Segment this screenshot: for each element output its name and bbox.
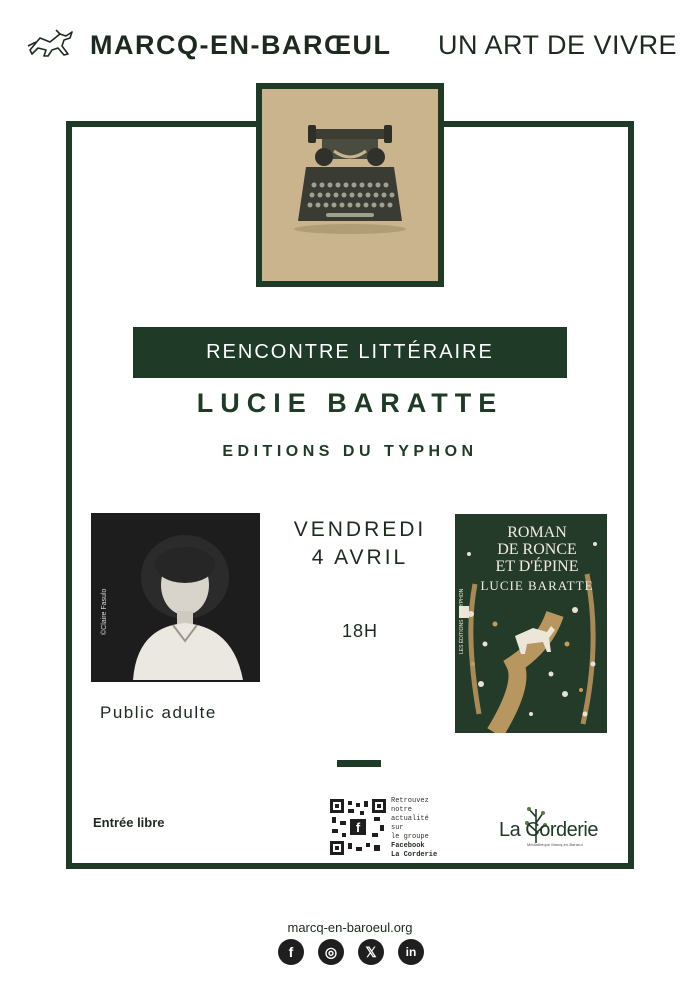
book-author: LUCIE BARATTE: [480, 578, 594, 593]
author-portrait: [91, 513, 260, 682]
qr-code[interactable]: [330, 799, 386, 855]
event-date: [276, 516, 444, 572]
facebook-icon[interactable]: f: [278, 939, 304, 965]
corderie-name: La Corderie: [499, 819, 599, 841]
corderie-subtitle: Médiathèque Marcq-en-Barœul: [527, 842, 583, 847]
svg-text:f: f: [355, 820, 361, 835]
admission-label: Entrée libre: [93, 815, 165, 830]
typewriter-photo: [256, 83, 444, 287]
event-type-band: [133, 327, 567, 378]
linkedin-icon[interactable]: in: [398, 939, 424, 965]
audience-label: Public adulte: [100, 703, 217, 722]
portrait-image: [93, 515, 258, 680]
photo-credit: ©Claire Fasulo: [101, 588, 108, 635]
publisher-name: EDITIONS DU TYPHON: [222, 443, 478, 460]
social-links: [278, 939, 424, 965]
event-day-number: 4 AVRIL: [311, 546, 409, 569]
book-series: LES ÉDITIONS DU TYPHON: [459, 588, 465, 654]
event-time: 18H: [341, 621, 379, 641]
corderie-logo: [497, 803, 615, 853]
website-link[interactable]: marcq-en-baroeul.org: [287, 920, 413, 935]
x-icon[interactable]: 𝕏: [358, 939, 384, 965]
instagram-icon[interactable]: ◎: [318, 939, 344, 965]
town-name: MARCQ-EN-BARŒUL: [90, 30, 392, 60]
town-tagline: UN ART DE VIVRE: [438, 30, 678, 60]
event-day: VENDREDI: [293, 518, 427, 541]
divider: [337, 760, 381, 767]
author-name: LUCIE BARATTE: [196, 388, 504, 418]
horse-logo-icon: [26, 28, 78, 60]
book-cover: [455, 514, 607, 733]
event-type: RENCONTRE LITTÉRAIRE: [206, 341, 494, 363]
book-title: ROMAN DE RONCE ET D'ÉPINE: [495, 524, 579, 575]
typewriter-icon: [262, 89, 438, 281]
qr-caption: Retrouvez notre actualité sur le groupe Facebook La Corderie: [391, 797, 438, 859]
header: [0, 24, 700, 68]
